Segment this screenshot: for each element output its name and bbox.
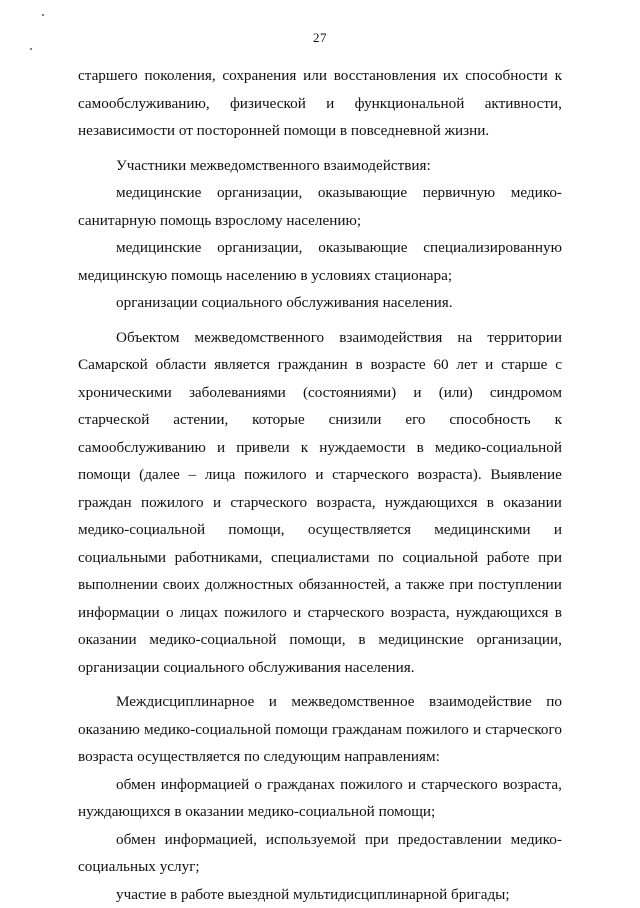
word: информацией [161,771,249,799]
word: поступлении [478,571,562,599]
word: медицинскими [434,516,530,544]
word: предоставлении [398,826,502,854]
word: медико-социальной [144,716,271,744]
word: старческого [421,771,498,799]
word: оказывающие [318,179,407,207]
word: оказании [78,626,137,654]
word: в [356,351,363,379]
text-line [78,688,562,716]
word: (далее [139,461,180,489]
text-line [78,62,562,90]
word: и [554,516,562,544]
line-text: возраста осуществляется по следующим направлениям: [78,748,440,765]
word: на [457,324,472,352]
word: и [269,688,277,716]
word: восстановления [334,62,436,90]
word: самообслуживанию, [78,90,210,118]
word: по [546,688,562,716]
word: пожилого [224,599,287,627]
word: нуждающихся [456,599,549,627]
text-line [78,544,562,572]
word: к [301,434,308,462]
scan-speck [30,48,32,50]
word: территории [487,324,562,352]
line-text: организации социального обслуживания населения. [78,659,415,676]
word: и [293,599,301,627]
text-line [78,406,562,434]
line-text: нуждающихся в оказании медико-социальной помощи; [78,803,435,820]
word: гражданам [332,716,402,744]
word: привели [236,434,289,462]
word: медико- [511,179,562,207]
word: Выявление [490,461,562,489]
word: активности, [485,90,562,118]
word: пожилого [244,461,307,489]
word: осуществляется [308,516,411,544]
word: Междисциплинарное [116,688,254,716]
word: обязанностей, [299,571,390,599]
word: при [449,571,473,599]
word: и [408,771,416,799]
word: является [214,351,270,379]
word: старческого [485,716,562,744]
word: нуждающихся [385,489,478,517]
text-line [78,234,562,262]
text-line [78,771,562,799]
word: и [326,90,334,118]
word: с [555,351,562,379]
text-line [78,152,562,180]
word: используемой [266,826,356,854]
word: старческого [230,489,307,517]
word: старшего [78,62,138,90]
word: оказанию [78,716,140,744]
word: астении, [173,406,228,434]
word: пожилого [406,716,469,744]
word: старческой [78,406,149,434]
word: межведомственного [195,324,325,352]
word: межведомственное [291,688,414,716]
word: информации [78,599,160,627]
word: оказывающие [318,234,407,262]
word: возраста, [391,599,450,627]
word: гражданин [278,351,348,379]
word: организации, [217,179,302,207]
text-line [78,853,562,881]
word: о [166,599,174,627]
text-line [78,743,562,771]
text-line [78,379,562,407]
word: а [395,571,402,599]
line-text: независимости от посторонней помощи в повседневной жизни. [78,122,489,139]
text-line [78,716,562,744]
word: лет [456,351,477,379]
word: первичную [423,179,495,207]
line-text: организации социального обслуживания населения. [116,294,453,311]
word: обмен [116,771,156,799]
word: лица [205,461,236,489]
word: Объектом [116,324,179,352]
word: медико-социальной [78,516,205,544]
word: к [555,62,562,90]
text-line [78,654,562,682]
text-line [78,289,562,317]
word: способности [465,62,548,90]
word: или [303,62,327,90]
word: старческого [308,599,385,627]
text-line [78,489,562,517]
word: возраста, [503,771,562,799]
line-text: участие в работе выездной мультидисциплинарной бригады; [116,886,510,903]
word: медицинские [378,626,463,654]
word: старческого [332,461,409,489]
word: специализированную [423,234,562,262]
word: обмен [116,826,156,854]
word: работниками, [175,544,263,572]
line-text: Участники межведомственного взаимодействия: [116,157,431,174]
word: функциональной [355,90,465,118]
text-line [78,262,562,290]
word: старше [501,351,547,379]
word: в [487,489,494,517]
word: помощи, [289,626,345,654]
scan-speck [42,14,44,16]
text-line [78,90,562,118]
word: заболеваниями [189,379,286,407]
word: синдромом [490,379,562,407]
word: по [378,544,394,572]
word: и [315,461,323,489]
word: социальной [402,544,478,572]
word: поколения, [145,62,216,90]
word: к [555,406,562,434]
word: области [156,351,207,379]
text-line [78,599,562,627]
word: при [365,826,389,854]
word: (состояниями) [303,379,396,407]
word: взаимодействие [429,688,532,716]
word: его [405,406,425,434]
word: – [189,461,197,489]
word: нуждаемости [319,434,405,462]
word: организации, [477,626,562,654]
text-line [78,117,562,145]
word: о [254,771,262,799]
word: оказании [503,489,562,517]
text-line [78,626,562,654]
text-line [78,516,562,544]
word: помощи [275,716,327,744]
text-line [78,179,562,207]
word: 60 [433,351,448,379]
line-text: медицинскую помощь населению в условиях стационара; [78,267,452,284]
text-line [78,826,562,854]
word: пожилого [340,771,403,799]
word: медико-социальной [149,626,276,654]
word: сохранения [222,62,296,90]
word: специалистами [271,544,370,572]
word: снизили [329,406,382,434]
word: и [213,489,221,517]
word: хроническими [78,379,172,407]
word: физической [230,90,306,118]
word: при [538,544,562,572]
word: граждан [78,489,132,517]
word: и [413,379,421,407]
text-line [78,434,562,462]
word: работе [487,544,530,572]
word: медико-социальной [435,434,562,462]
word: и [473,716,481,744]
word: социальными [78,544,166,572]
word: в [555,599,562,627]
word: гражданах [267,771,335,799]
word: медицинские [116,179,201,207]
line-text: социальных услуг; [78,858,200,875]
word: их [443,62,459,90]
word: организации, [217,234,302,262]
word: самообслуживанию [78,434,206,462]
text-line [78,571,562,599]
text-line [78,461,562,489]
word: пожилого [141,489,204,517]
word: в [358,626,365,654]
text-line [78,881,562,908]
word: выполнении [78,571,158,599]
text-line [78,798,562,826]
page-number: 27 [0,30,640,46]
word: и [217,434,225,462]
word: которые [252,406,305,434]
word: и [485,351,493,379]
word: помощи [78,461,130,489]
text-line [78,324,562,352]
word: должностных [205,571,294,599]
line-text: санитарную помощь взрослому населению; [78,212,361,229]
word: возрасте [370,351,425,379]
word: (или) [439,379,473,407]
word: Самарской [78,351,148,379]
word: медико- [511,826,562,854]
word: в [417,434,424,462]
word: также [406,571,444,599]
word: помощи, [228,516,284,544]
word: взаимодействия [339,324,442,352]
word: лицах [180,599,218,627]
text-line [78,207,562,235]
word: своих [163,571,200,599]
word: информацией, [165,826,257,854]
word: медицинские [116,234,201,262]
word: способность [449,406,530,434]
body-text [78,62,562,908]
word: возраста, [316,489,375,517]
text-line [78,351,562,379]
word: возраста). [417,461,481,489]
